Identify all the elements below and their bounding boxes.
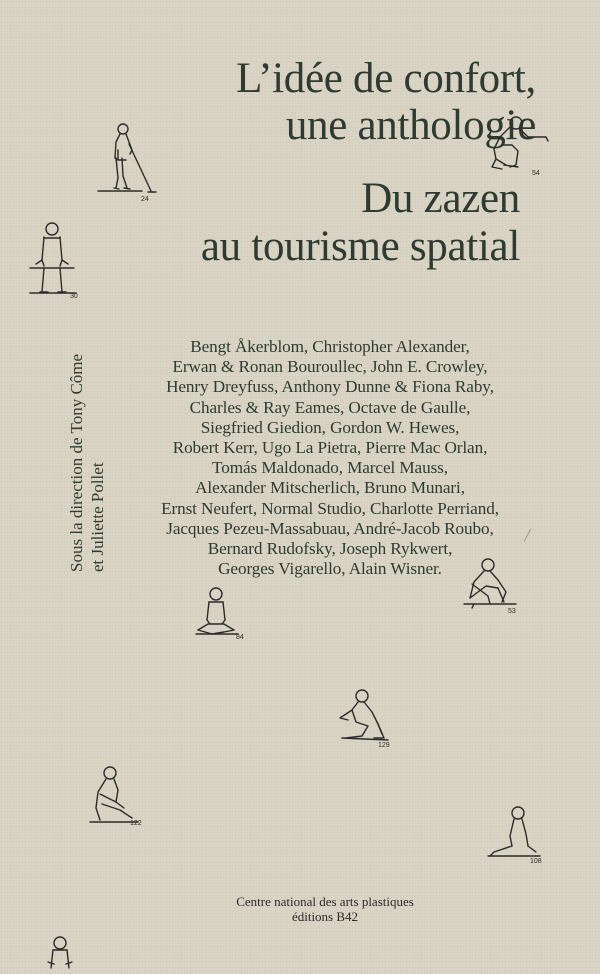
crouching-figure-icon	[334, 688, 396, 750]
title-line-1: L’idée de confort,	[236, 55, 536, 102]
contributors-line: Robert Kerr, Ugo La Pietra, Pierre Mac Orlan,	[172, 438, 488, 458]
book-subtitle	[201, 175, 520, 271]
contributors-line: Siegfried Giedion, Gordon W. Hewes,	[200, 417, 460, 437]
publisher-credit	[200, 894, 450, 924]
contributors-line: Alexander Mitscherlich, Bruno Munari,	[195, 478, 465, 498]
seated-hugging-knees-figure-icon	[458, 556, 522, 614]
editors-line-1: Sous la direction de Tony Côme	[67, 353, 86, 572]
publisher-line-1: Centre national des arts plastiques	[236, 894, 414, 909]
contributors-line: Jacques Pezeu-Massabuau, André-Jacob Roubo,	[166, 518, 494, 538]
figure-number: 24	[141, 196, 149, 203]
contributors-list	[125, 337, 535, 579]
editors-credit	[66, 354, 108, 572]
figure-number: 84	[236, 634, 244, 641]
contributors-line: Tomás Maldonado, Marcel Mauss,	[212, 458, 448, 478]
subtitle-line-1: Du zazen	[361, 175, 520, 222]
seated-on-bench-figure-icon	[28, 220, 84, 300]
title-line-2: une anthologie	[285, 102, 536, 149]
contributors-line: Erwan & Ronan Bouroullec, John E. Crowley,	[172, 357, 488, 377]
figure-number: 54	[532, 170, 540, 177]
contributors-line: Bengt Åkerblom, Christopher Alexander,	[190, 337, 470, 356]
kneeling-figure-icon	[88, 764, 148, 826]
partial-seated-figure-icon	[44, 934, 84, 974]
figure-number: 129	[378, 742, 390, 749]
editors-line-2: et Juliette Pollet	[88, 462, 107, 572]
contributors-line: Ernst Neufert, Normal Studio, Charlotte Perriand,	[161, 498, 499, 518]
standing-figure-with-stick-icon	[96, 120, 176, 203]
cross-legged-figure-icon	[194, 586, 244, 640]
contributors-line: Bernard Rudofsky, Joseph Rykwert,	[207, 539, 453, 559]
publisher-line-2: éditions B42	[291, 909, 359, 924]
reclining-figure-icon	[486, 804, 546, 864]
figure-number: 53	[508, 608, 516, 615]
figure-number: 30	[70, 293, 78, 300]
figure-number: 108	[530, 858, 542, 865]
contributors-line: Georges Vigarello, Alain Wisner.	[218, 559, 442, 579]
contributors-line: Henry Dreyfuss, Anthony Dunne & Fiona Raby,	[166, 377, 494, 397]
contributors-line: Charles & Ray Eames, Octave de Gaulle,	[189, 397, 471, 417]
figure-number: 122	[130, 820, 142, 827]
squatting-figure-icon	[488, 115, 554, 175]
subtitle-line-2: au tourisme spatial	[200, 223, 520, 270]
